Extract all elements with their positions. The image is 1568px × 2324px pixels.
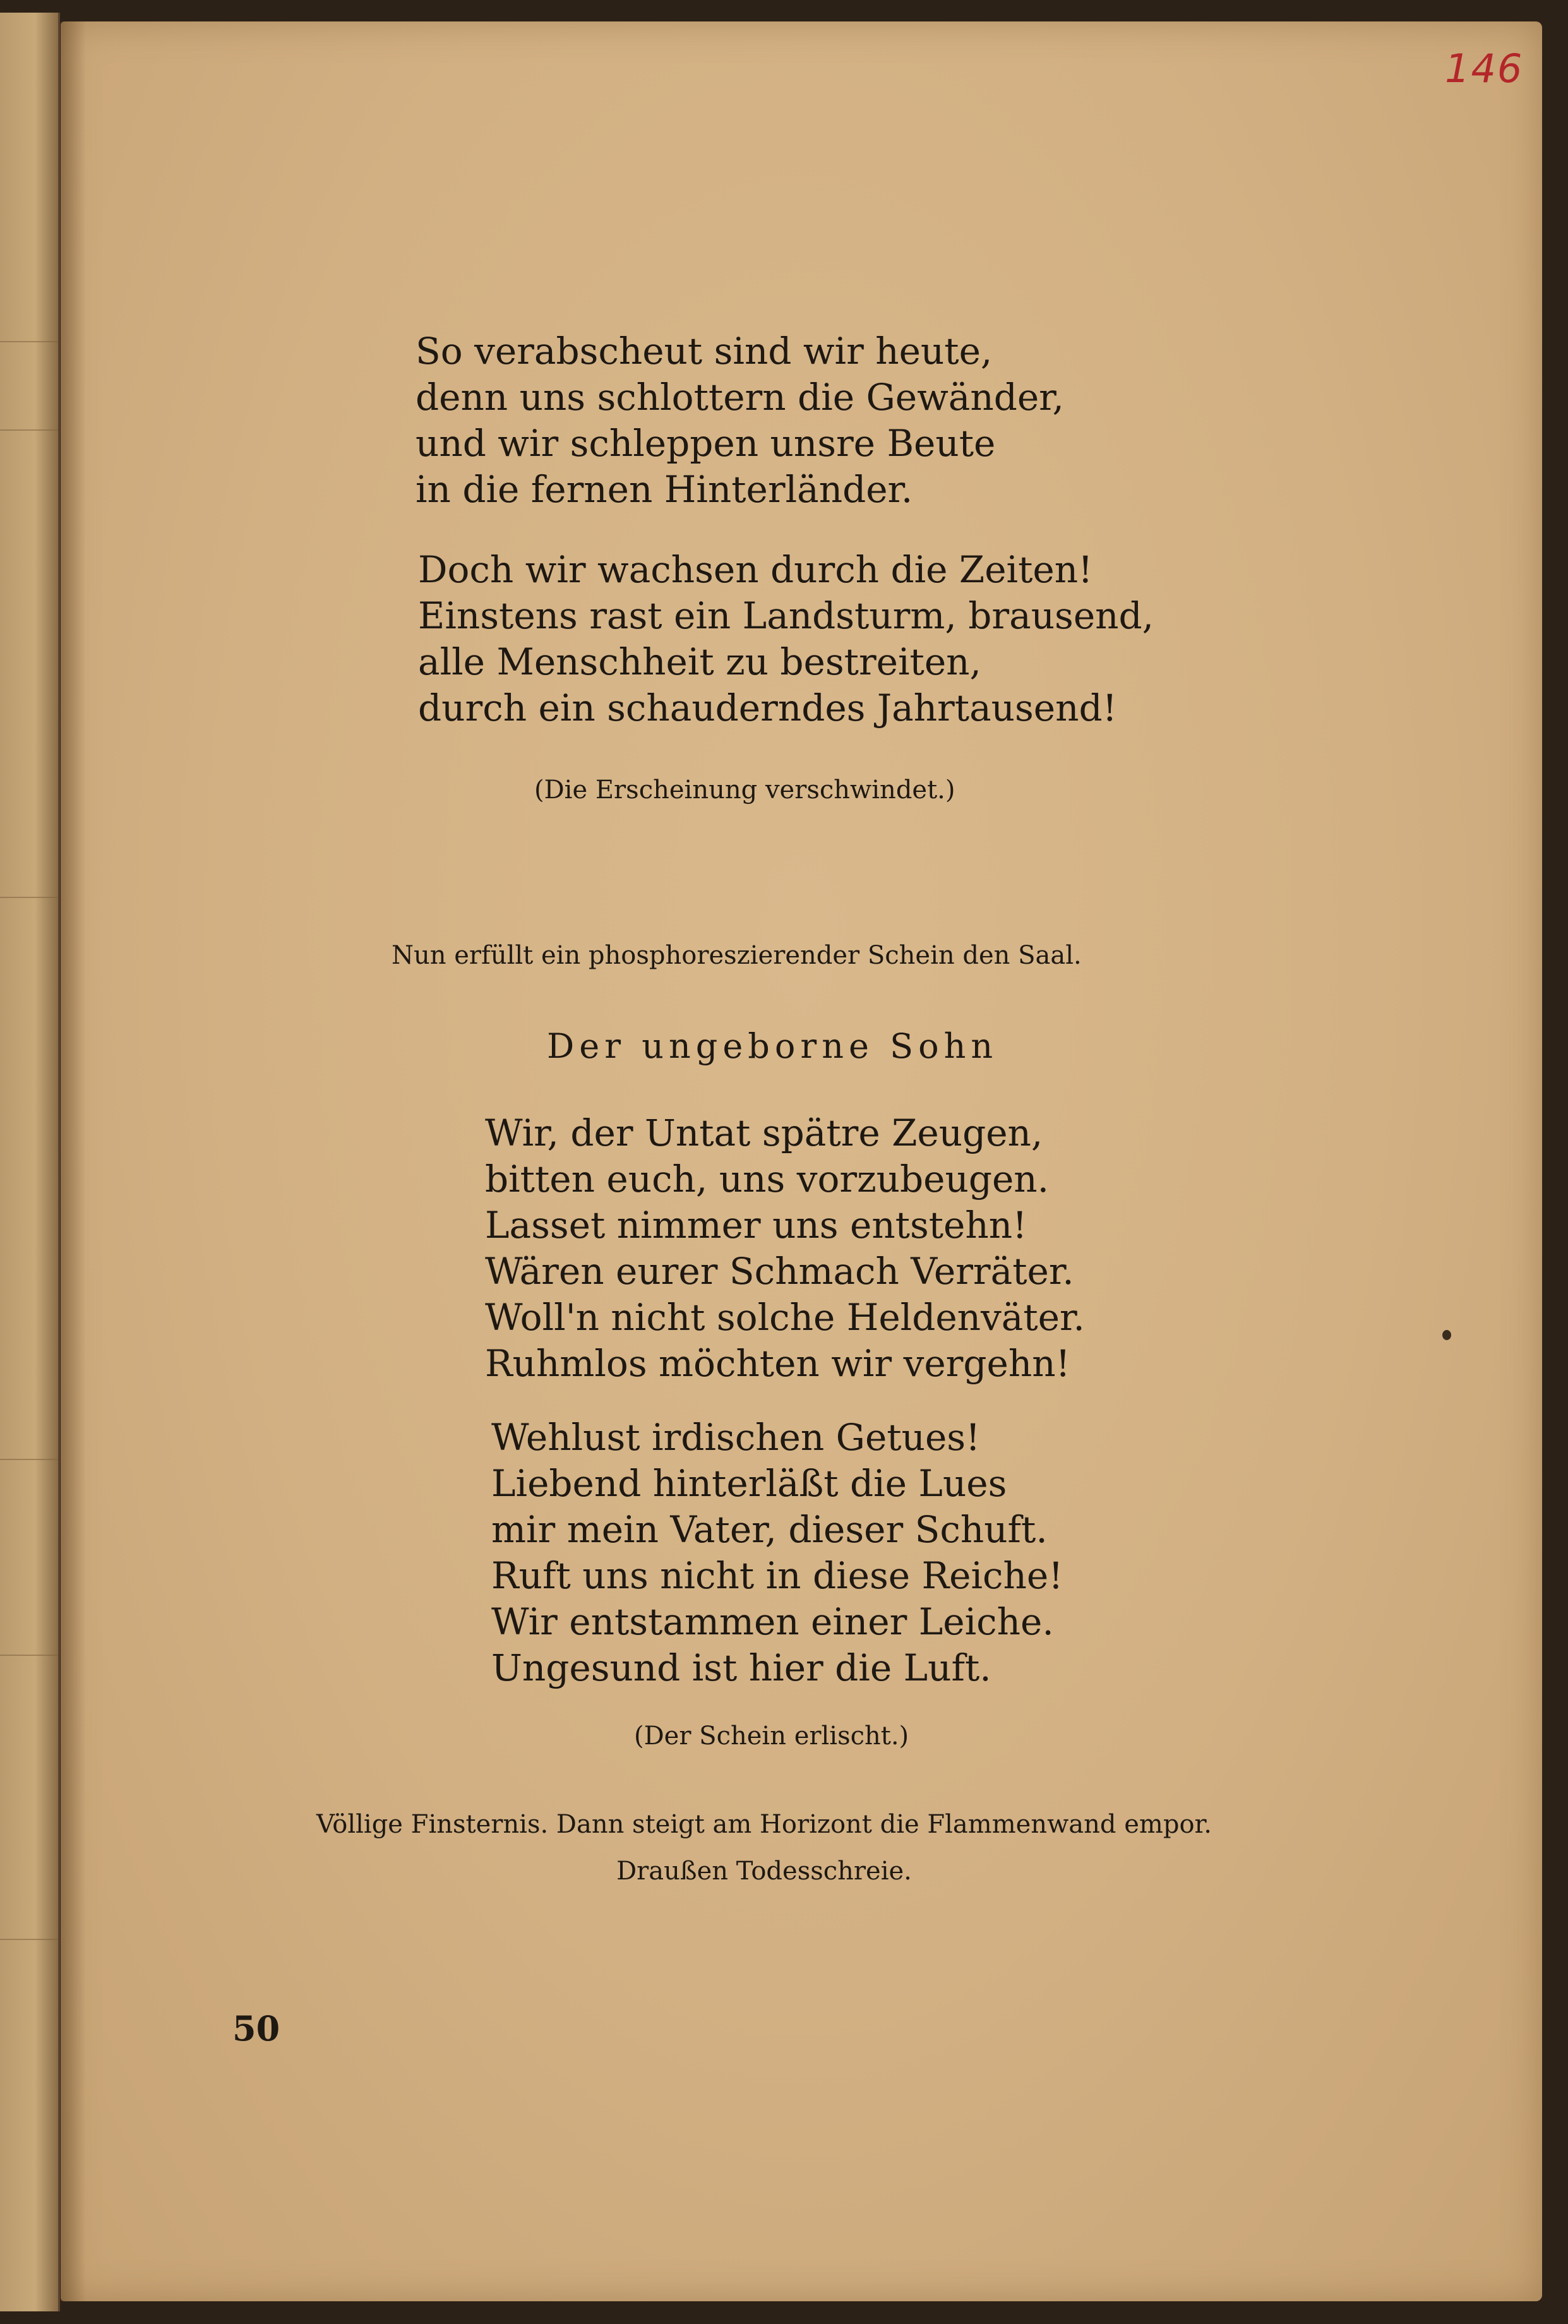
page-edge-rule <box>0 341 58 342</box>
verse-line: Doch wir wachsen durch die Zeiten! <box>418 548 1093 591</box>
verse-line: Woll'n nicht solche Heldenväter. <box>485 1296 1085 1339</box>
stanza-2 <box>418 547 1154 731</box>
verse-line: durch ein schauderndes Jahrtausend! <box>418 686 1117 729</box>
verse-line: Wir, der Untat spätre Zeugen, <box>485 1111 1043 1154</box>
final-direction-line: Völlige Finsternis. Dann steigt am Horizont die Flammenwand empor. <box>316 1810 1212 1839</box>
stanza-4 <box>491 1415 1063 1691</box>
archive-page-number: 146 <box>1445 45 1524 92</box>
page-edge-rule <box>0 429 58 431</box>
page-edge-rule <box>0 1939 58 1940</box>
verse-line: Ruhmlos möchten wir vergehn! <box>485 1342 1070 1385</box>
final-stage-direction <box>227 1801 1301 1895</box>
verse-line: mir mein Vater, dieser Schuft. <box>491 1508 1048 1551</box>
verse-line: bitten euch, uns vorzubeugen. <box>485 1158 1050 1201</box>
stanza-3 <box>485 1110 1085 1387</box>
ink-speck <box>1442 1330 1451 1340</box>
verse-line: Wären eurer Schmach Verräter. <box>485 1250 1074 1293</box>
adjacent-page-edge <box>0 13 60 2311</box>
stage-direction-3: (Der Schein erlischt.) <box>634 1722 909 1751</box>
verse-line: Wehlust irdischen Getues! <box>491 1416 981 1459</box>
stage-direction-2: Nun erfüllt ein phosphoreszierender Schein den Saal. <box>392 941 1082 970</box>
verse-line: alle Menschheit zu bestreiten, <box>418 640 981 683</box>
page-edge-rule <box>0 897 58 898</box>
page-edge-rule <box>0 1655 58 1656</box>
verse-line: Ruft uns nicht in diese Reiche! <box>491 1554 1063 1597</box>
verse-line: Liebend hinterläßt die Lues <box>491 1462 1007 1505</box>
verse-line: Wir entstammen einer Leiche. <box>491 1600 1054 1643</box>
gutter-shadow <box>61 21 86 2301</box>
page-number: 50 <box>232 2008 280 2049</box>
verse-line: denn uns schlottern die Gewänder, <box>416 376 1064 419</box>
stanza-1 <box>416 328 1064 513</box>
speaker-name: Der ungeborne Sohn <box>547 1026 998 1066</box>
verse-line: Ungesund ist hier die Luft. <box>491 1646 991 1689</box>
verse-line: Einstens rast ein Landsturm, brausend, <box>418 594 1154 637</box>
verse-line: Lasset nimmer uns entstehn! <box>485 1204 1027 1247</box>
verse-line: So verabscheut sind wir heute, <box>416 330 993 373</box>
verse-line: und wir schleppen unsre Beute <box>416 422 996 465</box>
final-direction-line: Draußen Todesschreie. <box>616 1857 912 1886</box>
stage-direction-1: (Die Erscheinung verschwindet.) <box>534 776 955 805</box>
page-edge-rule <box>0 1459 58 1460</box>
verse-line: in die fernen Hinterländer. <box>416 468 913 511</box>
